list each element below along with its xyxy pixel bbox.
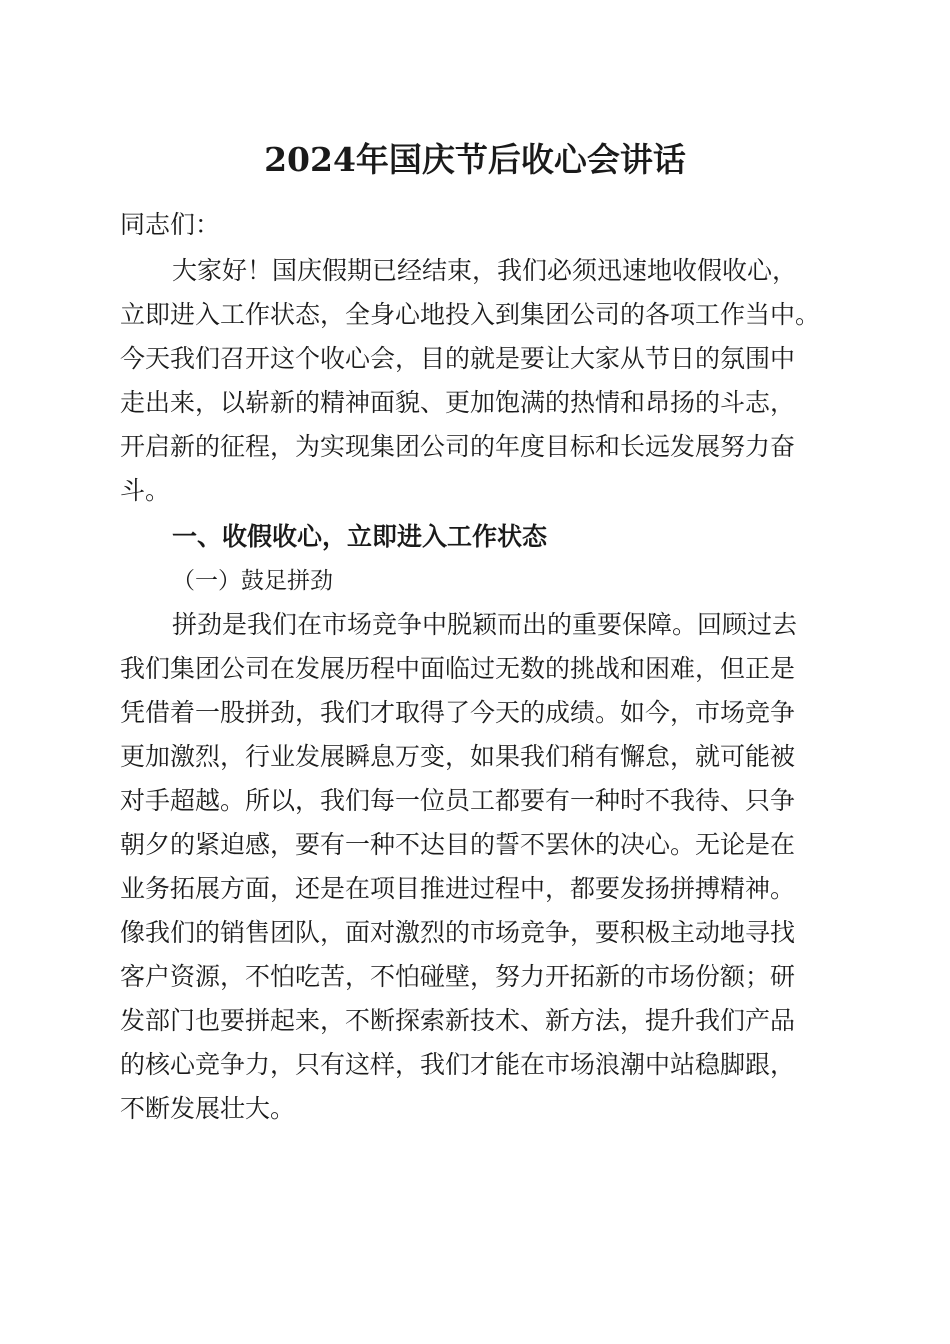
salutation: 同志们：: [120, 210, 221, 239]
intro-line: 今天我们召开这个收心会，目的就是要让大家从节日的氛围中: [120, 344, 796, 373]
body-line: 朝夕的紧迫感，要有一种不达目的誓不罢休的决心。无论是在: [120, 830, 796, 859]
body-line: 客户资源，不怕吃苦，不怕碰壁，努力开拓新的市场份额；研: [120, 962, 796, 991]
body-line: 不断发展壮大。: [120, 1094, 296, 1123]
body-line: 对手超越。所以，我们每一位员工都要有一种时不我待、只争: [120, 786, 796, 815]
body-line: 的核心竞争力，只有这样，我们才能在市场浪潮中站稳脚跟，: [120, 1050, 796, 1079]
body-line: 业务拓展方面，还是在项目推进过程中，都要发扬拼搏精神。: [120, 874, 796, 903]
intro-line: 大家好！国庆假期已经结束，我们必须迅速地收假收心，: [172, 256, 798, 285]
body-line: 更加激烈，行业发展瞬息万变，如果我们稍有懈怠，就可能被: [120, 742, 796, 771]
body-line: 拼劲是我们在市场竞争中脱颖而出的重要保障。回顾过去: [172, 610, 798, 639]
body-line: 发部门也要拼起来，不断探索新技术、新方法，提升我们产品: [120, 1006, 796, 1035]
intro-line: 斗。: [120, 476, 171, 505]
body-line: 凭借着一股拼劲，我们才取得了今天的成绩。如今，市场竞争: [120, 698, 796, 727]
document-title: 2024年国庆节后收心会讲话: [264, 140, 686, 179]
body-line: 像我们的销售团队，面对激烈的市场竞争，要积极主动地寻找: [120, 918, 796, 947]
body-line: 我们集团公司在发展历程中面临过无数的挑战和困难，但正是: [120, 654, 796, 683]
section-heading: 一、收假收心，立即进入工作状态: [172, 522, 548, 551]
intro-line: 走出来，以崭新的精神面貌、更加饱满的热情和昂扬的斗志，: [120, 388, 796, 417]
subsection-heading: （一）鼓足拼劲: [172, 568, 333, 594]
intro-line: 立即进入工作状态，全身心地投入到集团公司的各项工作当中。: [120, 300, 821, 329]
intro-line: 开启新的征程，为实现集团公司的年度目标和长远发展努力奋: [120, 432, 796, 461]
